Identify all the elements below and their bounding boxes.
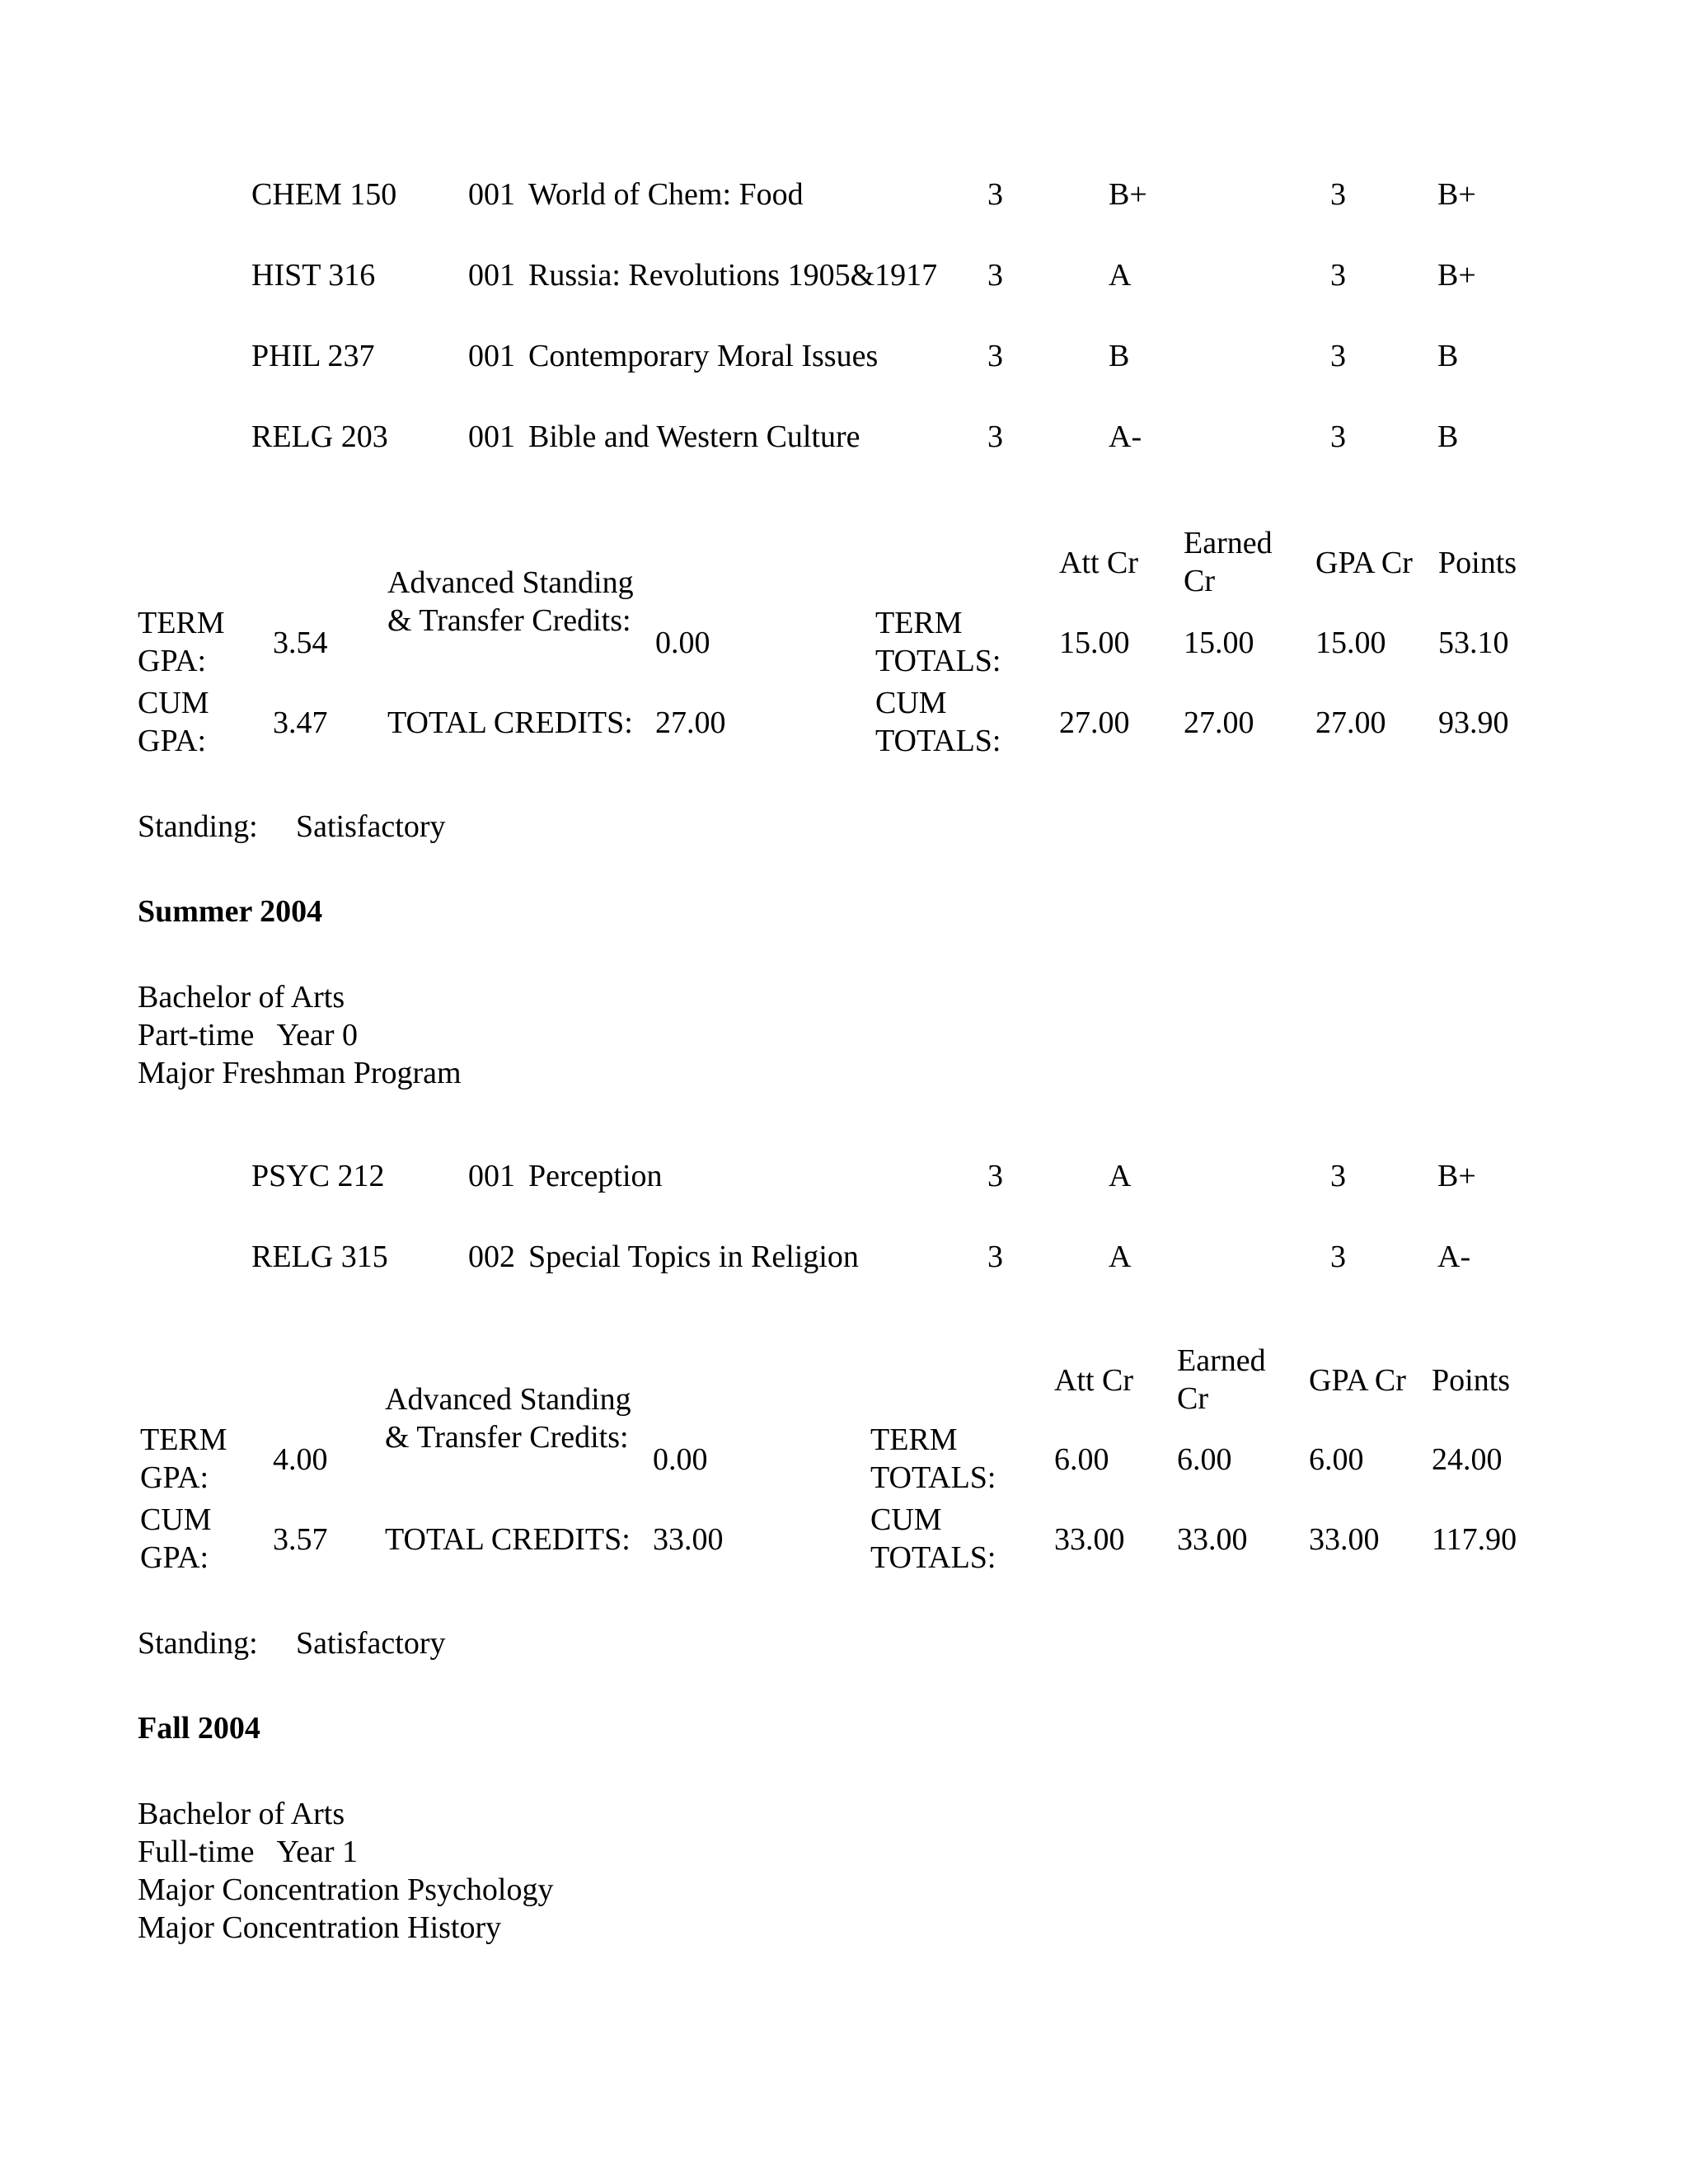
term-gpa-label-2: GPA: [138, 644, 207, 678]
advanced-standing-label: Advanced Standing [385, 1382, 631, 1417]
course-grade: A [1109, 258, 1132, 293]
course-grade: A- [1109, 419, 1142, 454]
term-gpa-label: TERM [140, 1422, 227, 1457]
course-title: Special Topics in Religion [528, 1240, 859, 1274]
course-grade: B [1109, 339, 1130, 373]
term-points: 53.10 [1438, 626, 1509, 660]
att-cr-header: Att Cr [1059, 546, 1139, 580]
cum-totals-label-2: TOTALS: [870, 1540, 996, 1575]
earned-cr-header-2: Cr [1177, 1381, 1208, 1416]
course-title: Contemporary Moral Issues [528, 339, 879, 373]
program-line: Bachelor of Arts [138, 1797, 345, 1831]
cum-att-cr: 27.00 [1059, 705, 1130, 740]
earned-cr-header: Earned [1177, 1343, 1266, 1378]
term-earned-cr: 15.00 [1184, 626, 1254, 660]
earned-cr-header-2: Cr [1184, 564, 1215, 598]
cum-totals-label: CUM [875, 686, 947, 720]
standing-value: Satisfactory [296, 1626, 446, 1661]
term-gpa-value: 3.54 [273, 626, 328, 660]
cum-totals-label-2: TOTALS: [875, 724, 1001, 758]
course-code: CHEM 150 [251, 177, 397, 212]
course-code: RELG 315 [251, 1240, 388, 1274]
cum-points: 93.90 [1438, 705, 1509, 740]
term-earned-cr: 6.00 [1177, 1442, 1232, 1477]
course-credits-2: 3 [1330, 258, 1346, 293]
program-line: Full-time Year 1 [138, 1835, 359, 1869]
course-section: 001 [468, 419, 515, 454]
cum-gpa-value: 3.57 [273, 1522, 328, 1557]
course-credits-2: 3 [1330, 419, 1346, 454]
program-line: Major Freshman Program [138, 1056, 462, 1090]
total-credits-value: 33.00 [653, 1522, 724, 1557]
course-grade-2: B+ [1437, 1159, 1476, 1193]
term-gpa-label-2: GPA: [140, 1460, 209, 1495]
advanced-standing-label: Advanced Standing [387, 565, 634, 600]
course-grade-2: B+ [1437, 177, 1476, 212]
points-header: Points [1432, 1363, 1511, 1398]
cum-gpa-value: 3.47 [273, 705, 328, 740]
course-title: Perception [528, 1159, 663, 1193]
program-line: Part-time Year 0 [138, 1018, 359, 1052]
standing-label: Standing: [138, 809, 258, 844]
course-code: RELG 203 [251, 419, 388, 454]
course-credits-2: 3 [1330, 1240, 1346, 1274]
course-title: World of Chem: Food [528, 177, 804, 212]
course-title: Bible and Western Culture [528, 419, 860, 454]
course-credits: 3 [987, 1159, 1003, 1193]
course-code: HIST 316 [251, 258, 376, 293]
course-grade: B+ [1109, 177, 1147, 212]
term-totals-label-2: TOTALS: [875, 644, 1001, 678]
cum-earned-cr: 27.00 [1184, 705, 1254, 740]
points-header: Points [1438, 546, 1517, 580]
cum-att-cr: 33.00 [1054, 1522, 1125, 1557]
program-line: Major Concentration Psychology [138, 1872, 554, 1907]
course-credits-2: 3 [1330, 177, 1346, 212]
cum-gpa-label-2: GPA: [138, 724, 207, 758]
course-grade-2: B [1437, 419, 1459, 454]
program-line: Major Concentration History [138, 1910, 502, 1945]
cum-gpa-label: CUM [138, 686, 209, 720]
term-gpa-value: 4.00 [273, 1442, 328, 1477]
term-gpa-cr: 6.00 [1309, 1442, 1364, 1477]
course-section: 001 [468, 339, 515, 373]
cum-points: 117.90 [1432, 1522, 1517, 1557]
transfer-credits-value: 0.00 [653, 1442, 708, 1477]
gpa-cr-header: GPA Cr [1315, 546, 1413, 580]
term-heading: Fall 2004 [138, 1711, 260, 1746]
att-cr-header: Att Cr [1054, 1363, 1134, 1398]
earned-cr-header: Earned [1184, 526, 1273, 560]
course-grade: A [1109, 1159, 1132, 1193]
course-credits-2: 3 [1330, 339, 1346, 373]
gpa-cr-header: GPA Cr [1309, 1363, 1406, 1398]
cum-earned-cr: 33.00 [1177, 1522, 1248, 1557]
course-code: PHIL 237 [251, 339, 375, 373]
course-credits: 3 [987, 258, 1003, 293]
standing-label: Standing: [138, 1626, 258, 1661]
term-totals-label: TERM [870, 1422, 958, 1457]
cum-totals-label: CUM [870, 1502, 942, 1537]
term-totals-label-2: TOTALS: [870, 1460, 996, 1495]
total-credits-label: TOTAL CREDITS: [387, 705, 633, 740]
course-title: Russia: Revolutions 1905&1917 [528, 258, 938, 293]
course-credits: 3 [987, 419, 1003, 454]
term-heading: Summer 2004 [138, 894, 323, 929]
term-gpa-label: TERM [138, 606, 225, 640]
standing-value: Satisfactory [296, 809, 446, 844]
transfer-credits-label: & Transfer Credits: [387, 603, 631, 638]
course-credits-2: 3 [1330, 1159, 1346, 1193]
transfer-credits-value: 0.00 [655, 626, 710, 660]
course-section: 001 [468, 177, 515, 212]
program-line: Bachelor of Arts [138, 980, 345, 1015]
course-grade: A [1109, 1240, 1132, 1274]
course-section: 001 [468, 258, 515, 293]
total-credits-value: 27.00 [655, 705, 726, 740]
cum-gpa-cr: 27.00 [1315, 705, 1386, 740]
course-grade-2: B+ [1437, 258, 1476, 293]
course-section: 002 [468, 1240, 515, 1274]
term-att-cr: 15.00 [1059, 626, 1130, 660]
term-gpa-cr: 15.00 [1315, 626, 1386, 660]
term-att-cr: 6.00 [1054, 1442, 1109, 1477]
course-credits: 3 [987, 339, 1003, 373]
total-credits-label: TOTAL CREDITS: [385, 1522, 631, 1557]
cum-gpa-label-2: GPA: [140, 1540, 209, 1575]
course-grade-2: B [1437, 339, 1459, 373]
cum-gpa-cr: 33.00 [1309, 1522, 1380, 1557]
cum-gpa-label: CUM [140, 1502, 212, 1537]
course-credits: 3 [987, 1240, 1003, 1274]
term-points: 24.00 [1432, 1442, 1503, 1477]
transfer-credits-label: & Transfer Credits: [385, 1420, 629, 1455]
course-grade-2: A- [1437, 1240, 1471, 1274]
course-credits: 3 [987, 177, 1003, 212]
course-code: PSYC 212 [251, 1159, 385, 1193]
term-totals-label: TERM [875, 606, 963, 640]
course-section: 001 [468, 1159, 515, 1193]
